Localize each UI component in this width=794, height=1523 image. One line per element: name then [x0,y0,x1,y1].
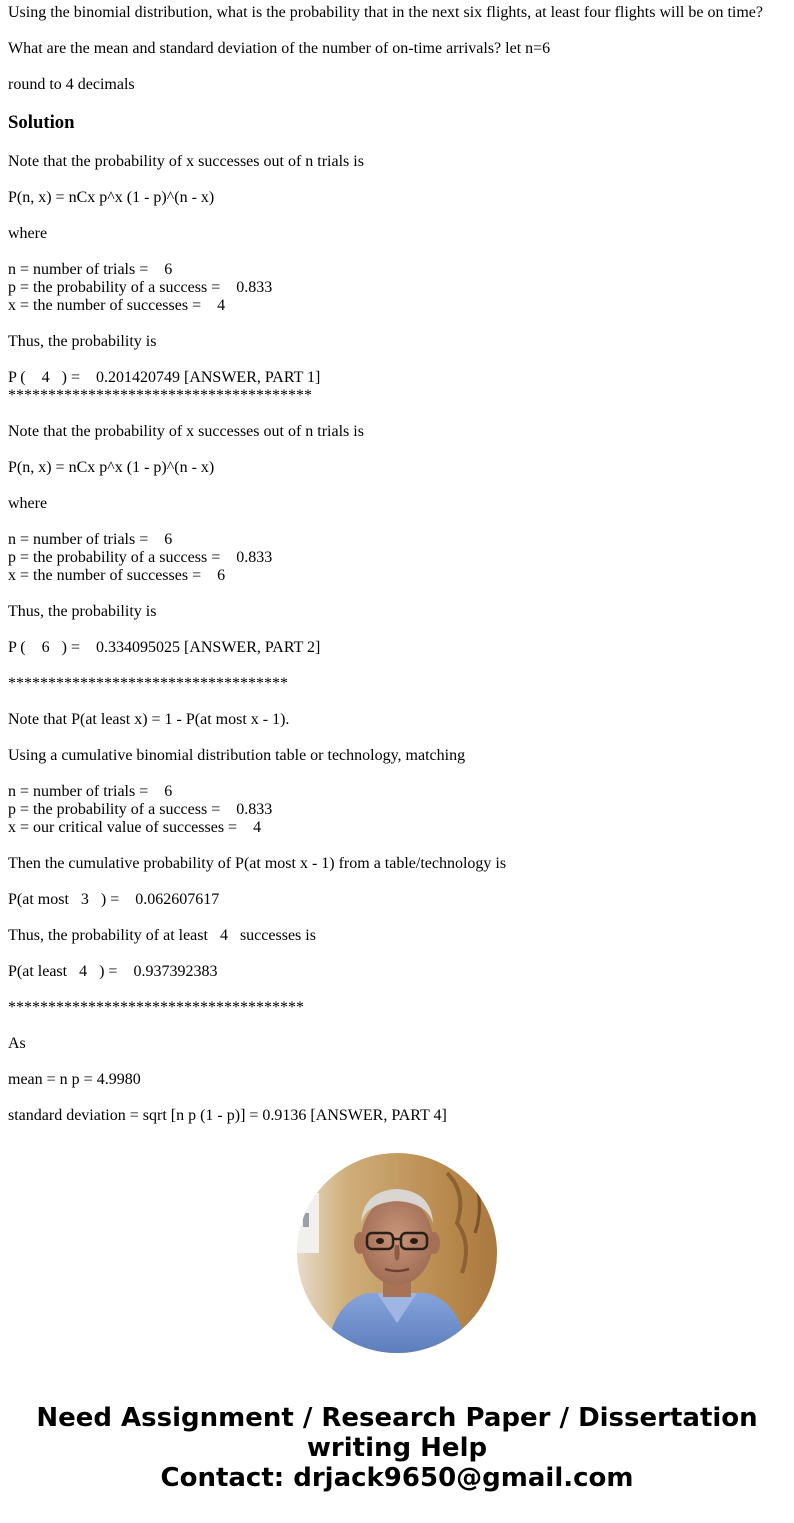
part1-n-line: n = number of trials = 6 [8,261,173,278]
promo-line-2: writing Help [306,1433,488,1463]
question-line-2: What are the mean and standard deviation of the number of on-time arrivals? let n=6 [8,40,551,57]
part3-separator: ************************************* [8,999,304,1016]
part3-at-least: P(at least 4 ) = 0.937392383 [8,963,218,980]
part1-x-line: x = the number of successes = 4 [8,297,226,314]
part1-p-line: p = the probability of a success = 0.833 [8,279,273,296]
part3-thus: Thus, the probability of at least 4 successes is [8,927,316,944]
part4-mean: mean = n p = 4.9980 [8,1071,141,1088]
part1-where: where [8,225,48,242]
part3-note: Note that P(at least x) = 1 - P(at most x - 1). [8,711,290,728]
part1-intro: Note that the probability of x successes out of n trials is [8,153,364,170]
part2-separator: *********************************** [8,675,288,692]
promo-contact: Contact: drjack9650@gmail.com [160,1463,634,1493]
part3-n-line: n = number of trials = 6 [8,783,173,800]
part2-p-line: p = the probability of a success = 0.833 [8,549,273,566]
part2-result: P ( 6 ) = 0.334095025 [ANSWER, PART 2] [8,639,321,656]
part1-thus: Thus, the probability is [8,333,157,350]
solution-heading: Solution [8,112,75,133]
part3-at-most: P(at most 3 ) = 0.062607617 [8,891,220,908]
part3-x-line: x = our critical value of successes = 4 [8,819,262,836]
part2-where: where [8,495,48,512]
promo-line-1: Need Assignment / Research Paper / Dissertation [36,1403,758,1433]
question-line-3: round to 4 decimals [8,76,135,93]
part2-x-line: x = the number of successes = 6 [8,567,226,584]
part2-intro: Note that the probability of x successes out of n trials is [8,423,364,440]
part2-formula: P(n, x) = nCx p^x (1 - p)^(n - x) [8,459,215,476]
part4-sd: standard deviation = sqrt [n p (1 - p)] = 0.9136 [ANSWER, PART 4] [8,1107,447,1124]
part2-thus: Thus, the probability is [8,603,157,620]
part4-as: As [8,1035,26,1052]
part1-separator: ************************************** [8,387,312,404]
avatar [297,1153,497,1353]
tutor-portrait-icon [297,1153,497,1353]
part3-p-line: p = the probability of a success = 0.833 [8,801,273,818]
part2-n-line: n = number of trials = 6 [8,531,173,548]
part1-result: P ( 4 ) = 0.201420749 [ANSWER, PART 1] [8,369,321,386]
part3-using: Using a cumulative binomial distribution table or technology, matching [8,747,466,764]
part1-formula: P(n, x) = nCx p^x (1 - p)^(n - x) [8,189,215,206]
promo-banner [0,1403,794,1493]
document-body [8,0,788,1143]
question-line-1: Using the binomial distribution, what is the probability that in the next six flights, at least four flights will be on time? [8,4,764,21]
part3-then: Then the cumulative probability of P(at most x - 1) from a table/technology is [8,855,507,872]
